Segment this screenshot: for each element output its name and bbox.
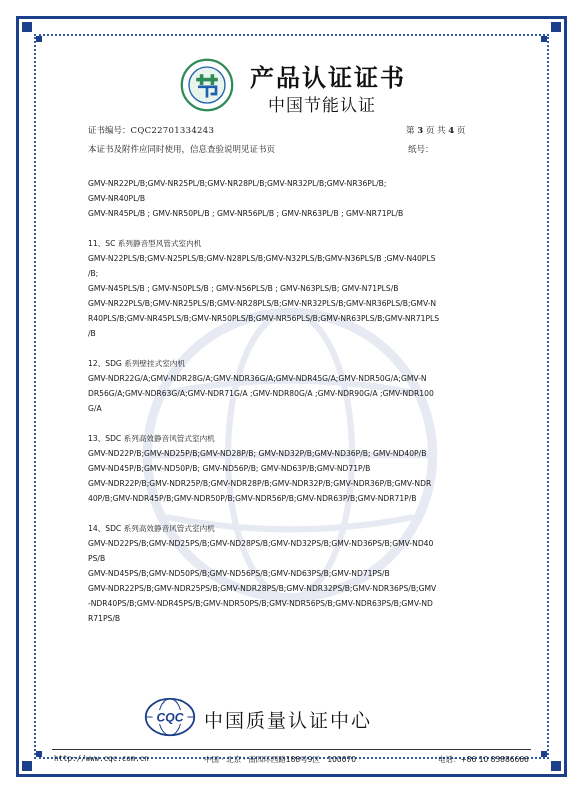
model-line: GMV-ND22PS/B;GMV-ND25PS/B;GMV-ND28PS/B;GMV-ND32PS/B;GMV-ND36PS/B;GMV-ND40 bbox=[88, 539, 434, 548]
model-line: /B bbox=[88, 329, 96, 338]
model-section bbox=[88, 176, 500, 221]
model-list bbox=[88, 176, 500, 626]
page-indicator bbox=[406, 124, 465, 136]
section-heading: 13、SDC 系列高效静音风管式室内机 bbox=[88, 434, 215, 443]
footer-website-link[interactable]: http://www.cqc.com.cn bbox=[54, 754, 149, 763]
model-line: GMV-ND22P/B;GMV-ND25P/B;GMV-ND28P/B; GMV-ND32P/B;GMV-ND36P/B; GMV-ND40P/B bbox=[88, 449, 427, 458]
model-line: GMV-ND45P/B;GMV-ND50P/B; GMV-ND56P/B; GMV-ND63P/B;GMV-ND71P/B bbox=[88, 464, 371, 473]
model-line: DR56G/A;GMV-NDR63G/A;GMV-NDR71G/A ;GMV-NDR80G/A ;GMV-NDR90G/A ;GMV-NDR100 bbox=[88, 389, 434, 398]
page-suffix: 页 bbox=[456, 126, 466, 136]
section-heading: 11、SC 系列静音型风管式室内机 bbox=[88, 239, 202, 248]
certificate-number-label: 证书编号： bbox=[88, 126, 131, 136]
model-line: GMV-ND45PS/B;GMV-ND50PS/B;GMV-ND56PS/B;GMV-ND63PS/B;GMV-ND71PS/B bbox=[88, 569, 390, 578]
paper-code-label: 纸号： bbox=[408, 145, 434, 155]
footer-divider bbox=[52, 749, 531, 750]
section-heading: 14、SDC 系列高效静音风管式室内机 bbox=[88, 524, 215, 533]
section-heading: 12、SDG 系列壁挂式室内机 bbox=[88, 359, 185, 368]
model-line: GMV-NR22PL/B;GMV-NR25PL/B;GMV-NR28PL/B;GMV-NR32PL/B;GMV-NR36PL/B; bbox=[88, 179, 387, 188]
model-line: GMV-NDR22PS/B;GMV-NDR25PS/B;GMV-NDR28PS/B;GMV-NDR32PS/B;GMV-NDR36PS/B;GMV bbox=[88, 584, 437, 593]
page-current: 3 bbox=[417, 126, 424, 136]
page-mid: 页 共 bbox=[425, 126, 446, 136]
model-section bbox=[88, 521, 500, 626]
usage-note: 本证书及附件应同时使用，信息查验说明见证书页 bbox=[88, 145, 276, 155]
model-line: GMV-NDR22P/B;GMV-NDR25P/B;GMV-NDR28P/B;GMV-NDR32P/B;GMV-NDR36P/B;GMV-NDR bbox=[88, 479, 432, 488]
certificate-number-value: CQC22701334243 bbox=[130, 126, 215, 136]
model-line: G/A bbox=[88, 404, 102, 413]
model-line: R40PLS/B;GMV-NR45PLS/B;GMV-NR50PLS/B;GMV-NR56PLS/B;GMV-NR63PLS/B;GMV-NR71PLS bbox=[88, 314, 440, 323]
model-line: 40P/B;GMV-NDR45P/B;GMV-NDR50P/B;GMV-NDR56P/B;GMV-NDR63P/B;GMV-NDR71P/B bbox=[88, 494, 417, 503]
page-prefix: 第 bbox=[406, 126, 415, 136]
model-section bbox=[88, 236, 500, 341]
footer-telephone: 电话：+86 10 83886666 bbox=[438, 755, 529, 764]
certificate-subtitle: 中国节能认证 bbox=[268, 96, 376, 116]
model-line: GMV-N45PLS/B ; GMV-N50PLS/B ; GMV-N56PLS/B ; GMV-N63PLS/B; GMV-N71PLS/B bbox=[88, 284, 399, 293]
certificate-title: 产品认证证书 bbox=[250, 64, 406, 92]
model-line: GMV-N22PLS/B;GMV-N25PLS/B;GMV-N28PLS/B;GMV-N32PLS/B;GMV-N36PLS/B ;GMV-N40PLS bbox=[88, 254, 436, 263]
certificate-number bbox=[88, 124, 214, 136]
model-line: -NDR40PS/B;GMV-NDR45PS/B;GMV-NDR50PS/B;GMV-NDR56PS/B;GMV-NDR63PS/B;GMV-ND bbox=[88, 599, 433, 608]
energy-saving-logo-icon bbox=[180, 58, 234, 112]
model-line: PS/B bbox=[88, 554, 106, 563]
model-line: GMV-NDR22G/A;GMV-NDR28G/A;GMV-NDR36G/A;GMV-NDR45G/A;GMV-NDR50G/A;GMV-N bbox=[88, 374, 427, 383]
model-section bbox=[88, 431, 500, 506]
model-section bbox=[88, 356, 500, 416]
model-line: R71PS/B bbox=[88, 614, 121, 623]
page-total: 4 bbox=[448, 126, 455, 136]
model-line: /B; bbox=[88, 269, 99, 278]
model-line: GMV-NR45PL/B ; GMV-NR50PL/B ; GMV-NR56PL/B ; GMV-NR63PL/B ; GMV-NR71PL/B bbox=[88, 209, 404, 218]
footer-address: 中国 · 北京 · 南四环西路188号9区 100070 bbox=[204, 755, 357, 764]
model-line: GMV-NR40PL/B bbox=[88, 194, 146, 203]
cqc-logo-text: CQC bbox=[156, 710, 184, 725]
model-line: GMV-NR22PLS/B;GMV-NR25PLS/B;GMV-NR28PLS/B;GMV-NR32PLS/B;GMV-NR36PLS/B;GMV-N bbox=[88, 299, 437, 308]
organization-name: 中国质量认证中心 bbox=[204, 710, 373, 732]
cqc-logo-icon bbox=[144, 697, 196, 737]
